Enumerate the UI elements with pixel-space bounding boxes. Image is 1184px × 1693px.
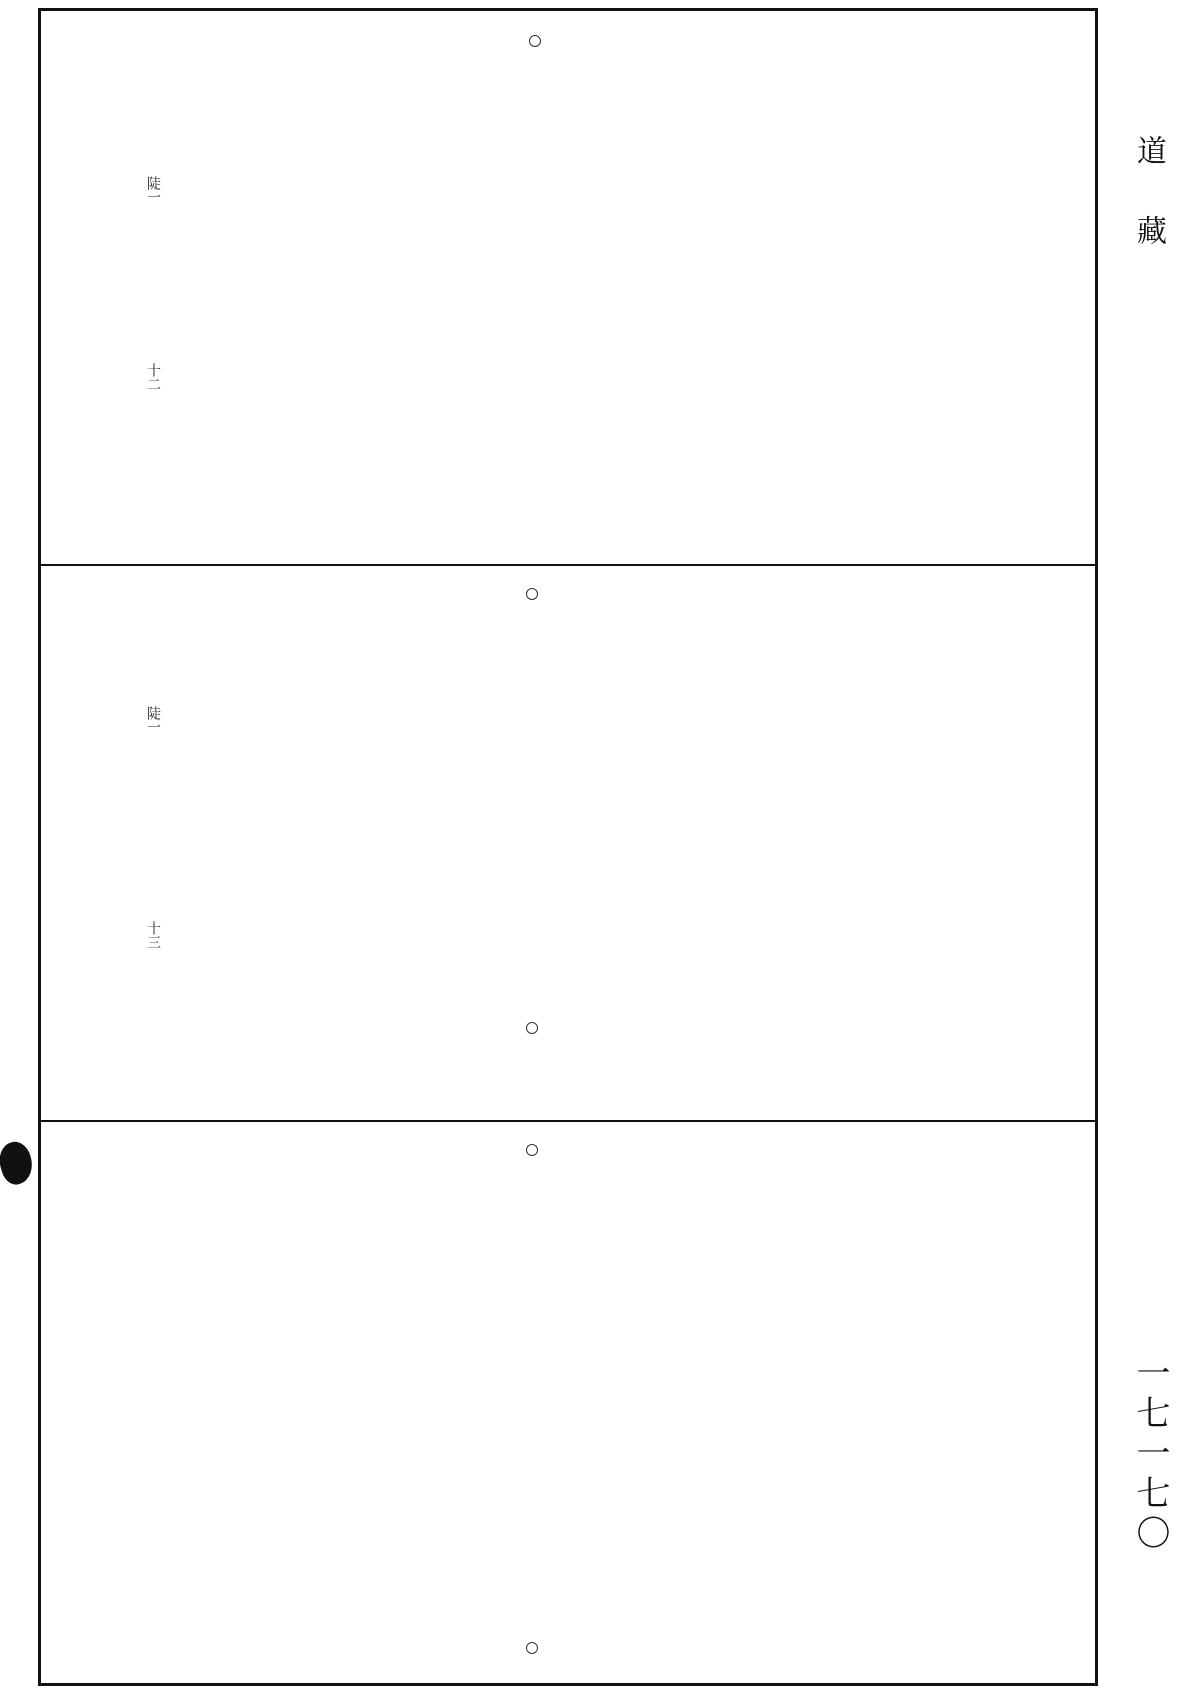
sutra-mark-icon	[526, 1022, 538, 1034]
panel-3	[41, 1122, 1095, 1683]
sutra-mark-icon	[526, 588, 538, 600]
panel-2	[41, 566, 1095, 1122]
page-frame	[38, 8, 1098, 1686]
collection-label: 道藏	[1131, 135, 1166, 295]
sutra-mark-icon	[526, 1642, 538, 1654]
folio-left: 陡一	[145, 176, 161, 204]
ink-blot	[0, 1138, 38, 1188]
folio-left: 陡一	[145, 706, 161, 734]
panel-1	[41, 11, 1095, 566]
folio-right: 十二	[145, 363, 161, 391]
page-number-label: 一七一七〇	[1130, 1355, 1170, 1555]
sutra-mark-icon	[526, 1144, 538, 1156]
folio-right: 十三	[145, 921, 161, 949]
sutra-mark-icon	[529, 35, 541, 47]
